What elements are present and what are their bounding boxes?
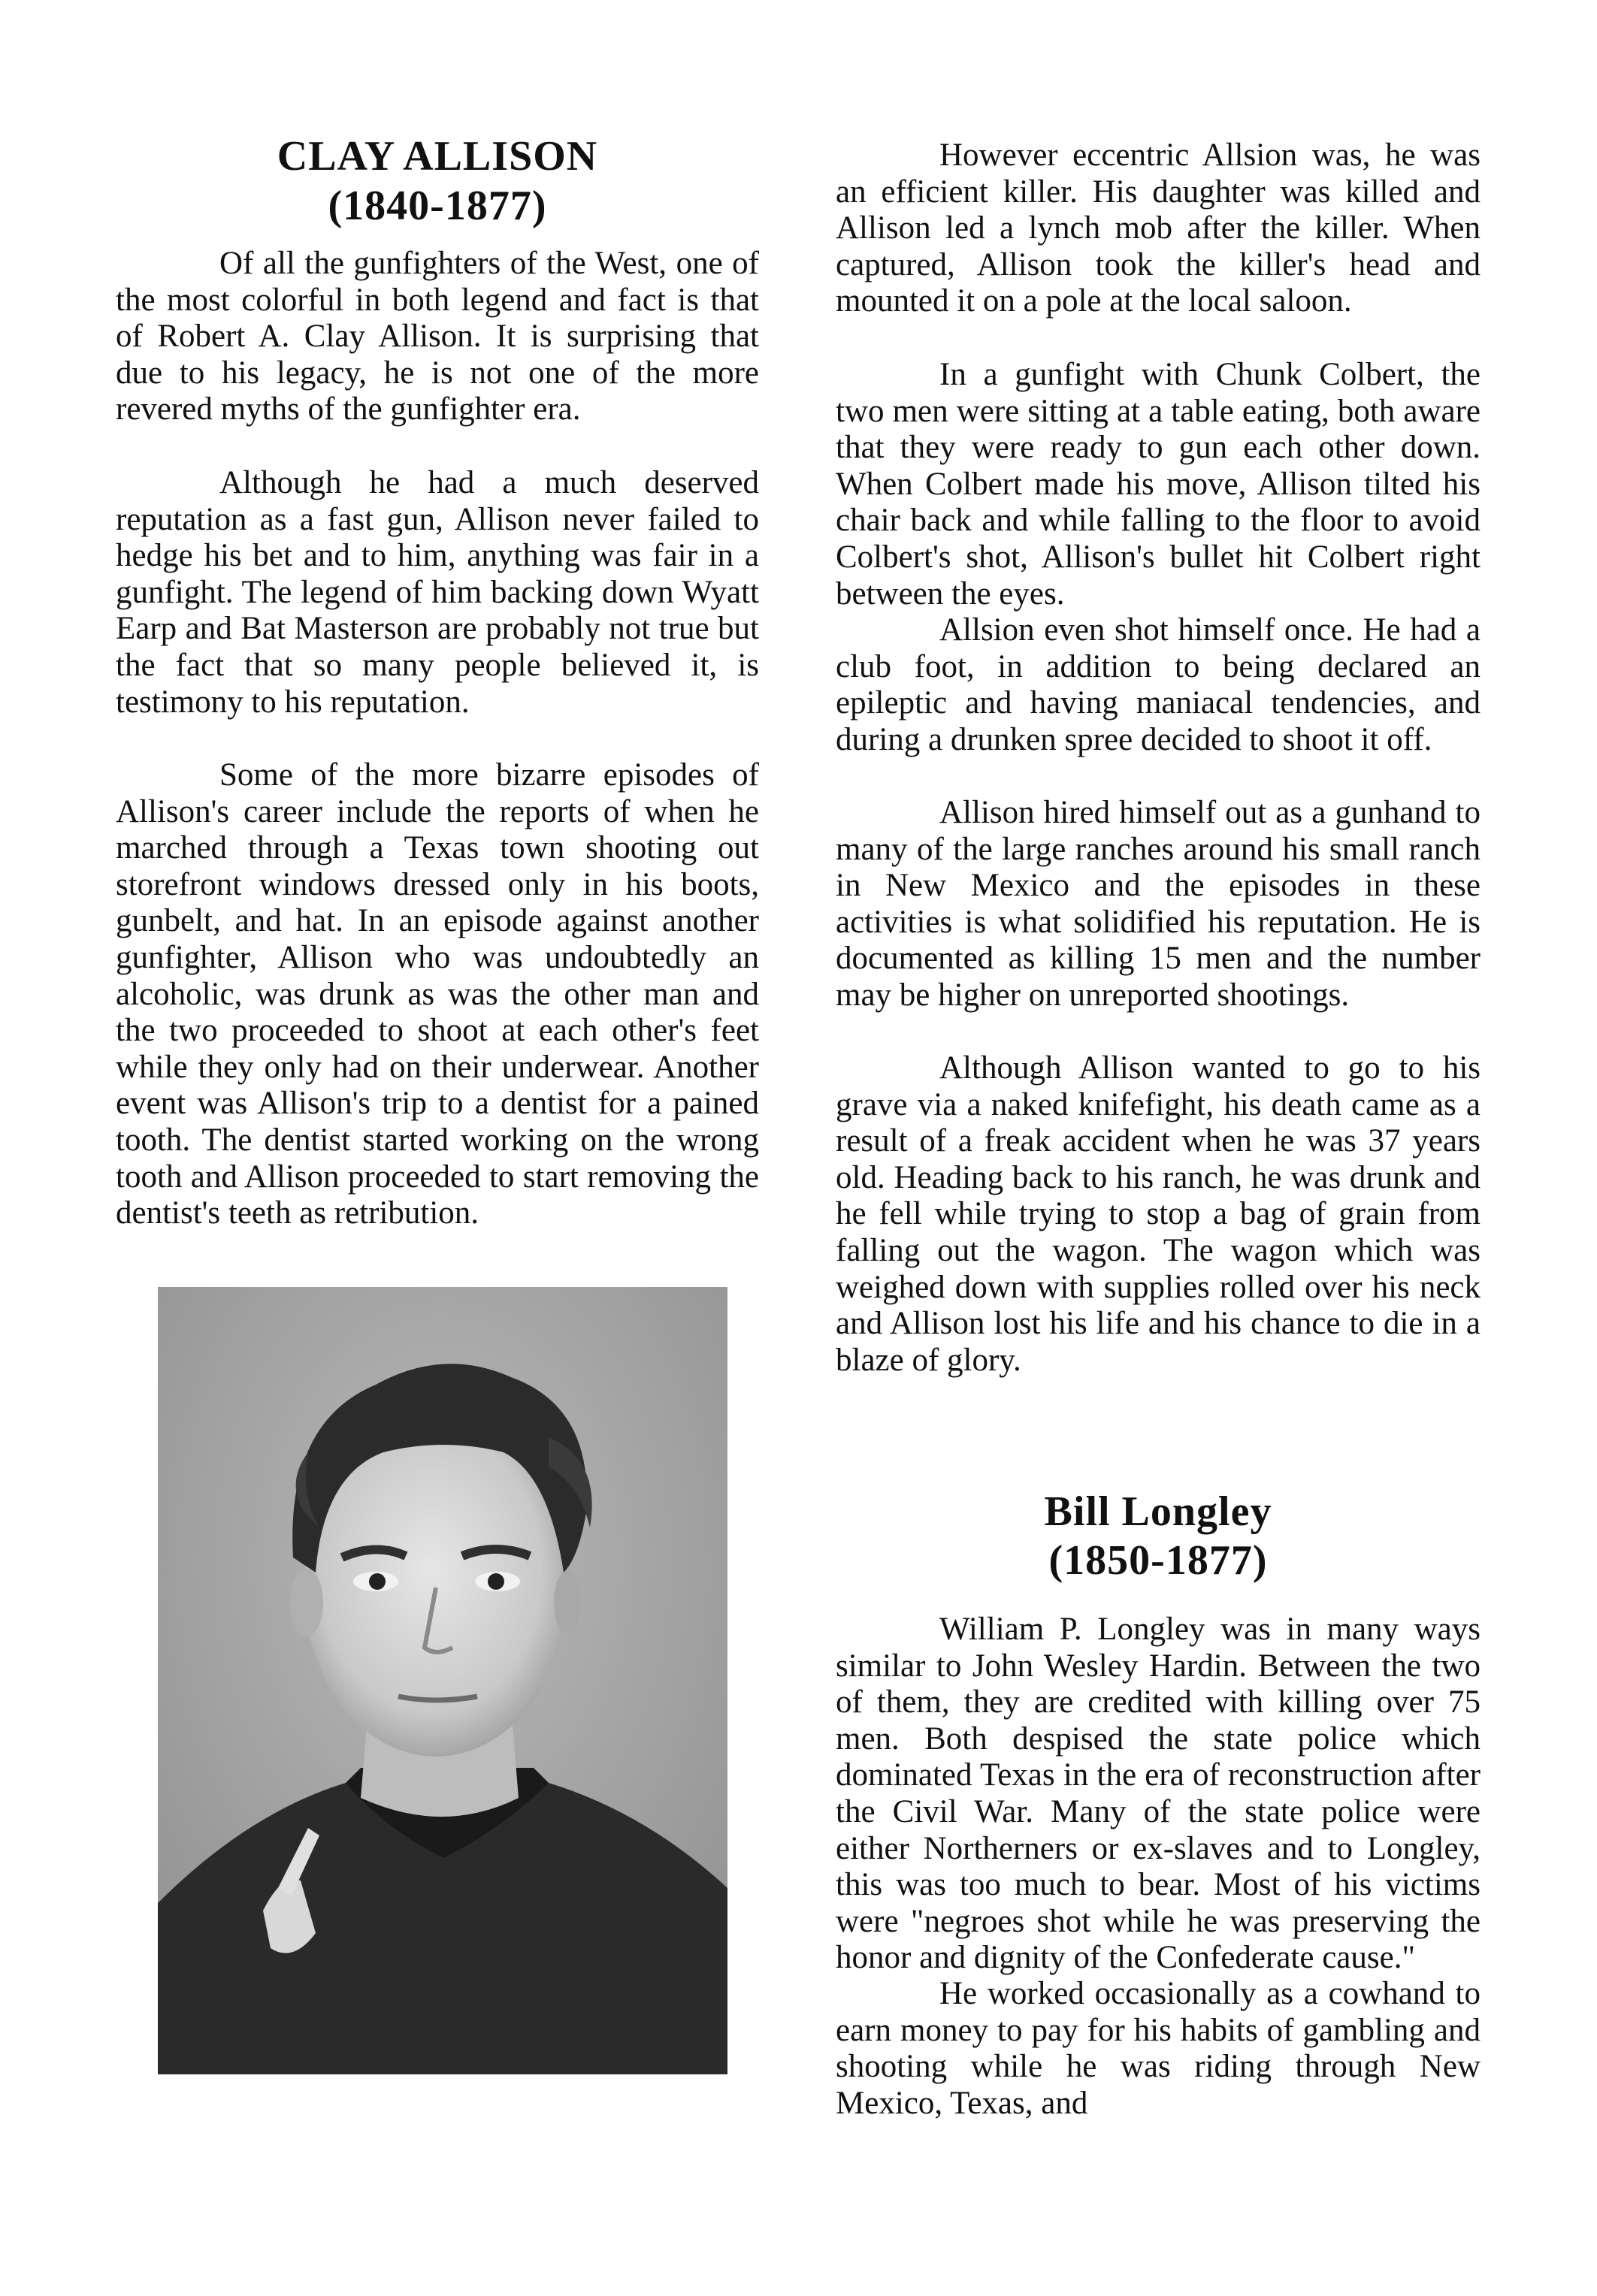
paragraph: In a gunfight with Chunk Colbert, the two men were sitting at a table eating, both aware that they were ready to gun each other down. When Colbert made his move, Allison tilted his chair back and while falling to the floor to avoid Colbert's shot, Allison's bullet hit Colbert right between the eyes. <box>836 357 1481 612</box>
paragraph: Of all the gunfighters of the West, one of the most colorful in both legend and fact is that of Robert A. Clay Allison. It is surprising that due to his legacy, he is not one of the more revered myths of the gunfighter era. <box>116 246 759 427</box>
paragraph: He worked occasionally as a cowhand to earn money to pay for his habits of gambling and shooting while he was riding through New Mexico, Texas, and <box>836 1976 1481 2121</box>
paragraph: Allsion even shot himself once. He had a club foot, in addition to being declared an epileptic and having maniacal tendencies, and during a drunken spree decided to shoot it off. <box>836 612 1481 757</box>
paragraph: William P. Longley was in many ways similar to John Wesley Hardin. Between the two of them, they are credited with killing over 75 men. Both despised the state police which dominated Texas in the era of reconstruction after the Civil War. Many of the state police were either Northerners or ex-slaves and to Longley, this was too much to bear. Most of his victims were "negroes shot while he was preserving the honor and dignity of the Confederate cause." <box>836 1612 1481 1976</box>
paragraph: Allison hired himself out as a gunhand to many of the large ranches around his small ranch in New Mexico and the episodes in these activities is what solidified his reputation. He is documented as killing 15 men and the number may be higher on unreported shootings. <box>836 795 1481 1013</box>
article-title: CLAY ALLISON <box>277 133 598 180</box>
article-dates: (1840-1877) <box>328 183 547 229</box>
paragraph: Although he had a much deserved reputation as a fast gun, Allison never failed to hedge his bet and to him, anything was fair in a gunfight. The legend of him backing down Wyatt Earp and Bat Masterson are probably not true but the fact that so many people believed it, is testimony to his reputation. <box>116 465 759 720</box>
portrait-photo <box>158 1287 727 2074</box>
paragraph: Some of the more bizarre episodes of Allison's career include the reports of when he marched through a Texas town shooting out storefront windows dressed only in his boots, gunbelt, and hat. In an episode against another gunfighter, Allison who was undoubtedly an alcoholic, was drunk as was the other man and the two proceeded to shoot at each other's feet while they only had on their underwear. Another event was Allison's trip to a dentist for a pained tooth. The dentist started working on the wrong tooth and Allison proceeded to start removing the dentist's teeth as retribution. <box>116 757 759 1231</box>
article-dates: (1850-1877) <box>1048 1537 1268 1584</box>
paragraph: However eccentric Allsion was, he was an efficient killer. His daughter was killed and Allison led a lynch mob after the killer. When captured, Allison took the killer's head and mounted it on a pole at the local saloon. <box>836 137 1481 319</box>
paragraph: Although Allison wanted to go to his grave via a naked knifefight, his death came as a result of a freak accident when he was 37 years old. Heading back to his ranch, he was drunk and he fell while trying to stop a bag of grain from falling out the wagon. The wagon which was weighed down with supplies rolled over his neck and Allison lost his life and his chance to die in a blaze of glory. <box>836 1050 1481 1378</box>
portrait-image <box>158 1287 727 2074</box>
article-title: Bill Longley <box>1044 1488 1272 1535</box>
